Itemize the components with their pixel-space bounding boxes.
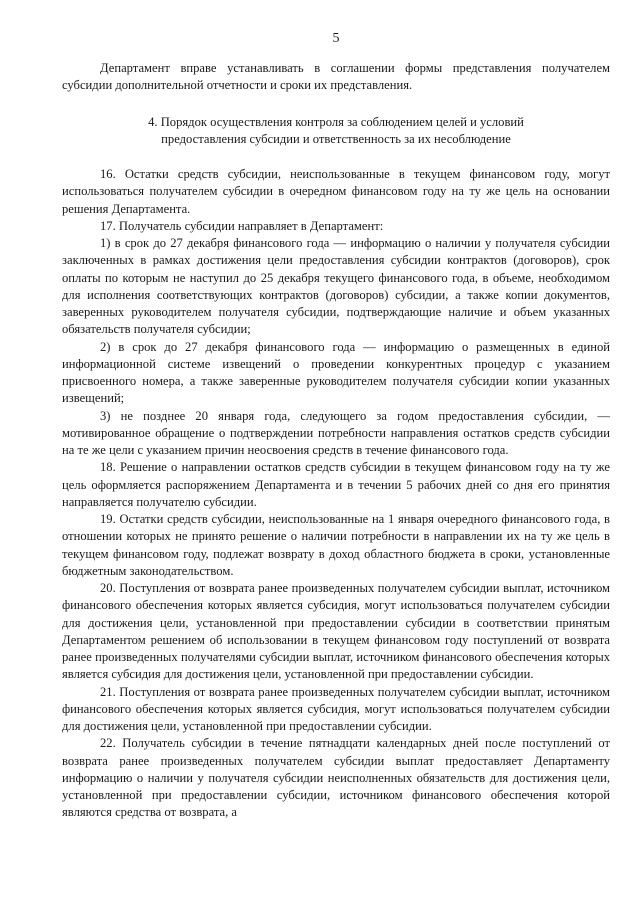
intro-paragraph: Департамент вправе устанавливать в соглашении формы представления получателем субсидии дополнительной отчетности и сроки их представления. (62, 61, 610, 93)
paragraph-17-item-2: 2) в срок до 27 декабря финансового года — информацию о размещенных в единой информационной системе извещений о проведении конкурентных процедур с указанием присвоенного номера, а также заверенные руководителем получателя субсидии копии указанных извещений; (62, 339, 610, 406)
page-number: 5 (332, 31, 340, 46)
paragraph-17-item-1: 1) в срок до 27 декабря финансового года — информацию о наличии у получателя субсидии заключенных в рамках достижения цели предоставления субсидии контрактов (договоров), срок оплаты по которым не наступил до 25 декабря текущего финансового года, в объеме, необходимом для исполнения соответствующих контрактов (договоров) субсидии, а также копии документов, заверенных руководителем получателя субсидии, подтверждающие наличие и объем указанных обязательств получателя субсидии; (62, 236, 610, 337)
paragraph-18: 18. Решение о направлении остатков средств субсидии в текущем финансовом году на ту же цель оформляется распоряжением Департамента и в течении 5 рабочих дней со дня его принятия направляется получателю субсидии. (62, 460, 610, 509)
paragraph-16: 16. Остатки средств субсидии, неиспользованные в текущем финансовом году, могут использоваться получателем субсидии в очередном финансовом году на ту же цель на основании решения Департамента. (62, 167, 610, 216)
document-body (62, 60, 610, 822)
paragraph-17: 17. Получатель субсидии направляет в Департамент: (100, 218, 384, 233)
paragraph-19: 19. Остатки средств субсидии, неиспользованные на 1 января очередного финансового года, в отношении которых не принято решение о наличии потребности в направлении их на ту же цель в текущем финансовом году, подлежат возврату в доход областного бюджета в сроки, установленные бюджетным законодательством. (62, 512, 610, 578)
paragraph-20: 20. Поступления от возврата ранее произведенных получателем субсидии выплат, источником финансового обеспечения которых является субсидия, могут использоваться получателем субсидии для достижения цели, установленной при предоставлении субсидии в соответствии принятым Департаментом решением об использовании в текущем финансовом году поступлений от возврата ранее произведенных получателями субсидии выплат, источником финансового обеспечения которых является субсидия для достижения цели, установленной при предоставлении субсидии. (62, 581, 610, 682)
section-heading: 4. Порядок осуществления контроля за соблюдением целей и условий предоставления субсидии и ответственность за их несоблюдение (148, 114, 524, 146)
paragraph-21: 21. Поступления от возврата ранее произведенных получателем субсидии выплат, источником финансового обеспечения которых является субсидия, могут использоваться получателем субсидии для достижения цели, установленной при предоставлении субсидии. (62, 684, 610, 733)
paragraph-17-item-3: 3) не позднее 20 января года, следующего за годом предоставления субсидии, — мотивированное обращение о подтверждении потребности направления остатков средств субсидии на те же цели с указанием причин неосвоения средств в течение финансового года. (62, 408, 610, 457)
paragraph-22: 22. Получатель субсидии в течение пятнадцати календарных дней после поступлений от возврата ранее произведенных получателем субсидии выплат предоставляет Департаменту информацию о наличии у получателя субсидии неисполненных обязательств для достижения цели, установленной при предоставлении субсидии, источником финансового обеспечения которой являются средства от возврата, а (62, 736, 610, 820)
